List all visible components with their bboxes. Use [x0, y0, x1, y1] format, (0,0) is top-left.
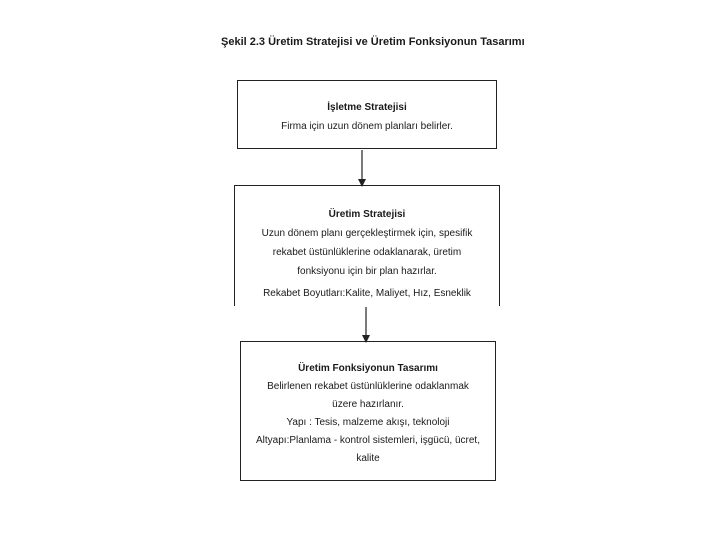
function-design-line: Yapı : Tesis, malzeme akışı, teknoloji [286, 417, 450, 428]
production-strategy-line: fonksiyonu için bir plan hazırlar. [297, 266, 437, 277]
function-design-title: Üretim Fonksiyonun Tasarımı [298, 363, 438, 374]
figure-title: Şekil 2.3 Üretim Stratejisi ve Üretim Fonksiyonun Tasarımı [221, 36, 525, 48]
production-strategy-box [234, 185, 500, 306]
function-design-line: üzere hazırlanır. [332, 399, 404, 410]
production-strategy-line: Uzun dönem planı gerçekleştirmek için, spesifik [261, 228, 473, 239]
function-design-line: Altyapı:Planlama - kontrol sistemleri, işgücü, ücret, [256, 435, 480, 446]
business-strategy-line: Firma için uzun dönem planları belirler. [281, 121, 453, 132]
function-design-line: kalite [356, 453, 380, 464]
production-strategy-line: Rekabet Boyutları:Kalite, Maliyet, Hız, Esneklik [263, 288, 471, 299]
business-strategy-title: İşletme Stratejisi [327, 102, 407, 113]
production-strategy-line: rekabet üstünlüklerine odaklanarak, üretim [272, 247, 462, 258]
production-strategy-title: Üretim Stratejisi [328, 209, 406, 220]
business-strategy-box [237, 80, 497, 149]
function-design-line: Belirlenen rekabet üstünlüklerine odaklanmak [267, 381, 469, 392]
function-design-box [240, 341, 496, 481]
